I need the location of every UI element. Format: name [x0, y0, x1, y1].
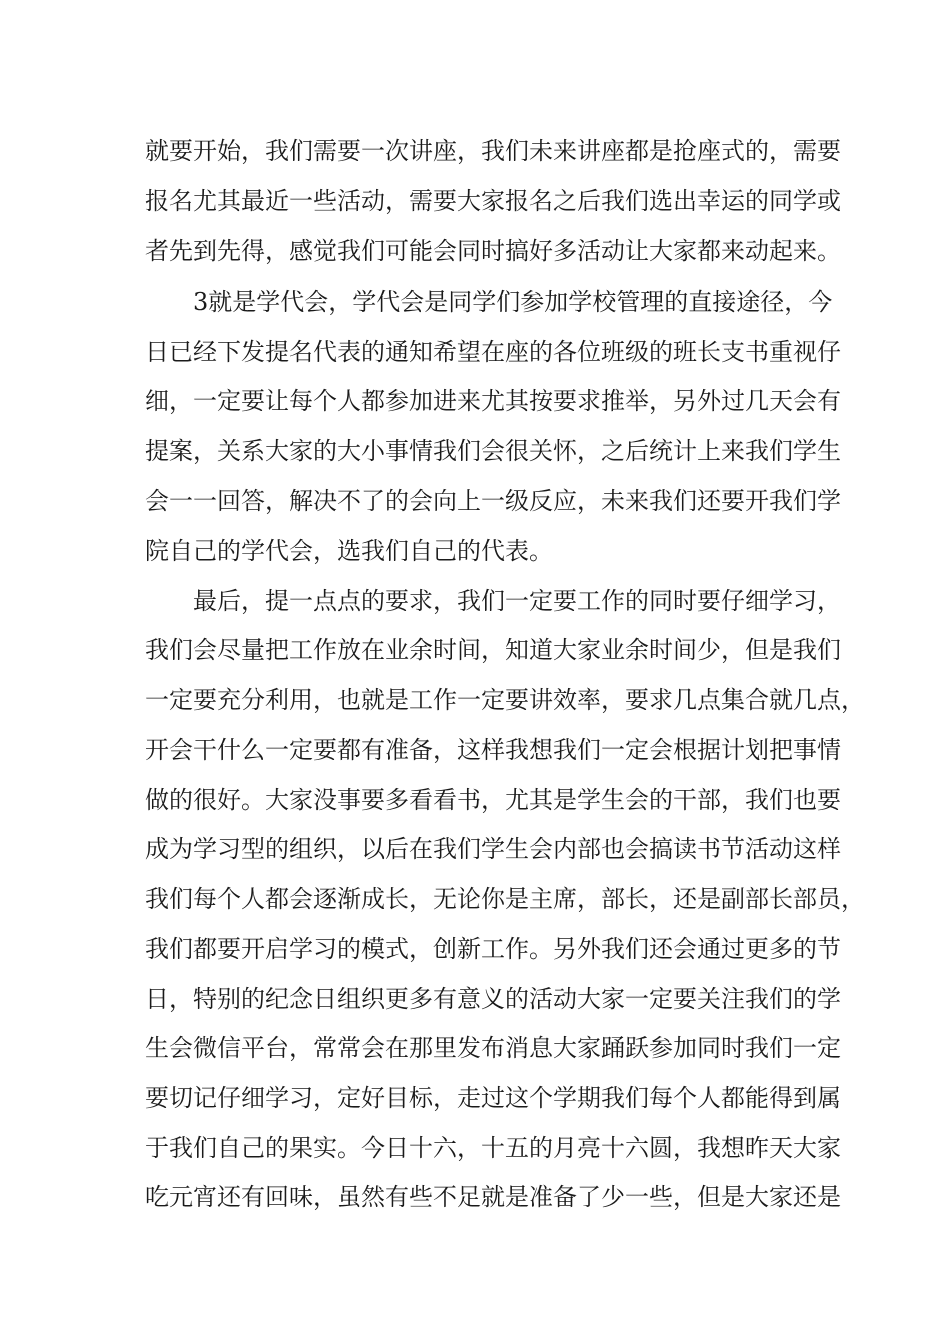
- paragraph-first-line: 3就是学代会，学代会是同学们参加学校管理的直接途径，今: [193, 288, 833, 316]
- text-line: 就要开始，我们需要一次讲座，我们未来讲座都是抢座式的，需要: [145, 137, 841, 165]
- text-line: 院自己的学代会，选我们自己的代表。: [145, 537, 553, 565]
- text-line: 日已经下发提名代表的通知希望在座的各位班级的班长支书重视仔: [145, 338, 841, 366]
- text-line: 会一一回答，解决不了的会向上一级反应，未来我们还要开我们学: [145, 487, 841, 515]
- text-line: 者先到先得，感觉我们可能会同时搞好多活动让大家都来动起来。: [145, 237, 841, 265]
- text-line: 生会微信平台，常常会在那里发布消息大家踊跃参加同时我们一定: [145, 1034, 841, 1062]
- text-line: 提案，关系大家的大小事情我们会很关怀，之后统计上来我们学生: [145, 437, 841, 465]
- text-line: 吃元宵还有回味，虽然有些不足就是准备了少一些，但是大家还是: [145, 1183, 841, 1211]
- text-line: 我们每个人都会逐渐成长，无论你是主席，部长，还是副部长部员，: [145, 885, 865, 913]
- text-line: 要切记仔细学习，定好目标，走过这个学期我们每个人都能得到属: [145, 1084, 841, 1112]
- text-line: 一定要充分利用，也就是工作一定要讲效率，要求几点集合就几点，: [145, 686, 865, 714]
- text-line: 成为学习型的组织，以后在我们学生会内部也会搞读书节活动这样: [145, 835, 841, 863]
- text-line: 开会干什么一定要都有准备，这样我想我们一定会根据计划把事情: [145, 736, 841, 764]
- text-line: 日，特别的纪念日组织更多有意义的活动大家一定要关注我们的学: [145, 985, 841, 1013]
- paragraph-first-line: 最后，提一点点的要求，我们一定要工作的同时要仔细学习，: [193, 587, 841, 615]
- text-line: 报名尤其最近一些活动，需要大家报名之后我们选出幸运的同学或: [145, 187, 841, 215]
- text-line: 我们都要开启学习的模式，创新工作。另外我们还会通过更多的节: [145, 935, 841, 963]
- text-line: 于我们自己的果实。今日十六，十五的月亮十六圆，我想昨天大家: [145, 1134, 841, 1162]
- text-line: 细，一定要让每个人都参加进来尤其按要求推举，另外过几天会有: [145, 387, 841, 415]
- text-line: 做的很好。大家没事要多看看书，尤其是学生会的干部，我们也要: [145, 786, 841, 814]
- text-line: 我们会尽量把工作放在业余时间，知道大家业余时间少，但是我们: [145, 636, 841, 664]
